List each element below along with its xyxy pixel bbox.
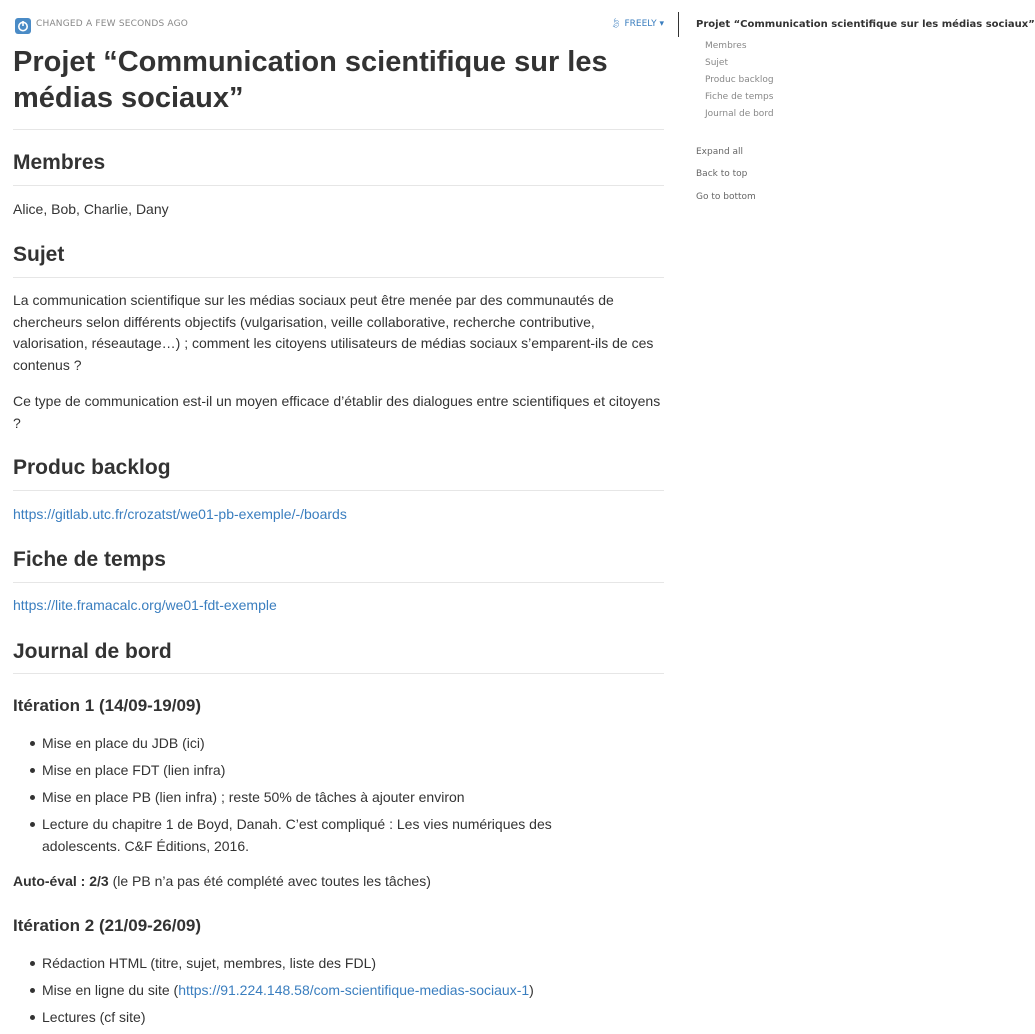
permission-dropdown[interactable]: [610, 19, 664, 29]
divider: [13, 129, 664, 130]
toc-item-backlog[interactable]: Produc backlog: [705, 75, 774, 85]
toc-item-journal[interactable]: Journal de bord: [705, 109, 774, 119]
toc-item-fiche-temps[interactable]: Fiche de temps: [705, 92, 774, 102]
page-title: Projet “Communication scientifique sur les médias sociaux”: [13, 46, 608, 114]
list-item: Lecture du chapitre 1 de Boyd, Danah. C’est compliqué : Les vies numériques des adolescents. C&F Éditions, 2016.: [13, 814, 602, 857]
fiche-temps-link[interactable]: https://lite.framacalc.org/we01-fdt-exemple: [13, 597, 277, 613]
auto-eval-note: (le PB n’a pas été complété avec toutes les tâches): [108, 873, 431, 889]
divider: [13, 490, 664, 491]
heading-sujet: Sujet: [13, 243, 65, 266]
auto-eval-label: Auto-éval : 2/3: [13, 873, 109, 889]
heading-journal: Journal de bord: [13, 640, 172, 663]
heading-fiche-temps: Fiche de temps: [13, 548, 166, 571]
divider: [13, 185, 664, 186]
divider: [13, 673, 664, 674]
list-item: Rédaction HTML (titre, sujet, membres, liste des FDL): [13, 953, 664, 975]
divider: [13, 277, 664, 278]
backlog-link[interactable]: https://gitlab.utc.fr/crozatst/we01-pb-exemple/-/boards: [13, 506, 347, 522]
backlog-paragraph: [13, 504, 664, 526]
list-item: Lectures (cf site): [13, 1007, 664, 1029]
membres-text: Alice, Bob, Charlie, Dany: [13, 201, 169, 217]
heading-iteration-1: Itération 1 (14/09-19/09): [13, 696, 202, 715]
heading-iteration-2: Itération 2 (21/09-26/09): [13, 916, 202, 935]
toc-active-marker: [678, 12, 679, 37]
leaf-icon: 🍃︎: [610, 19, 622, 29]
list-item: Mise en place PB (lien infra) ; reste 50% de tâches à ajouter environ: [13, 787, 664, 809]
changed-status: CHANGED A FEW SECONDS AGO: [36, 19, 189, 29]
auto-evaluation: [13, 871, 664, 893]
hackmd-logo-icon: [15, 18, 31, 34]
heading-membres: Membres: [13, 151, 106, 174]
status-bar: [13, 16, 664, 36]
site-link[interactable]: https://91.224.148.58/com-scientifique-medias-sociaux-1: [178, 982, 530, 998]
sujet-paragraph-1: La communication scientifique sur les médias sociaux peut être menée par des communautés de chercheurs selon différents objectifs (vulgarisation, veille collaborative, recherche contributive, valorisation, réseautage…) ; comment les citoyens utilisateurs de médias sociaux s’emparent-ils de ces contenus ?: [13, 292, 654, 373]
toc-item-sujet[interactable]: Sujet: [705, 58, 728, 68]
list-item: [13, 980, 664, 1002]
back-to-top-button[interactable]: Back to top: [696, 169, 748, 179]
list-item-text: Mise en ligne du site (: [42, 982, 179, 998]
iteration-1-list: [13, 733, 664, 863]
permission-label: FREELY: [624, 19, 657, 29]
toc-title[interactable]: Projet “Communication scientifique sur les médias sociaux”: [696, 19, 1035, 30]
heading-backlog: Produc backlog: [13, 456, 171, 479]
temps-paragraph: [13, 595, 664, 617]
expand-all-button[interactable]: Expand all: [696, 147, 744, 157]
sujet-paragraph-2: Ce type de communication est-il un moyen efficace d’établir des dialogues entre scientifiques et citoyens ?: [13, 393, 661, 431]
divider: [13, 582, 664, 583]
toc-item-membres[interactable]: Membres: [705, 41, 747, 51]
list-item-text: ): [529, 982, 534, 998]
caret-down-icon: ▾: [659, 19, 664, 29]
list-item: Mise en place du JDB (ici): [13, 733, 664, 755]
iteration-2-list: [13, 953, 664, 1034]
list-item: Mise en place FDT (lien infra): [13, 760, 664, 782]
go-to-bottom-button[interactable]: Go to bottom: [696, 192, 756, 202]
